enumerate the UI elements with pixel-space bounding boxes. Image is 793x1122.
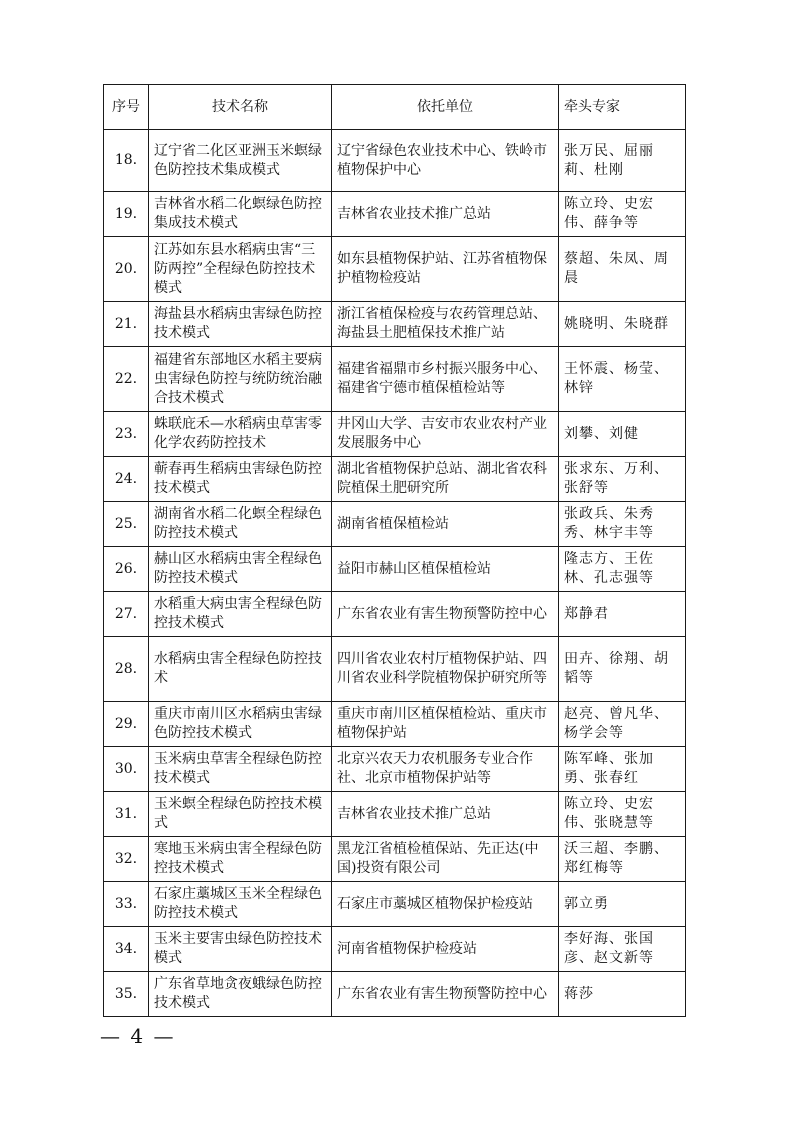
row-unit: 福建省福鼎市乡村振兴服务中心、福建省宁德市植保植检站等 [332, 347, 559, 412]
header-tech-name: 技术名称 [149, 85, 332, 130]
row-unit: 四川省农业农村厅植物保护站、四川省农业科学院植物保护研究所等 [332, 637, 559, 702]
row-seq: 24. [104, 457, 149, 502]
row-seq: 33. [104, 882, 149, 927]
row-seq: 28. [104, 637, 149, 702]
row-tech-name: 辽宁省二化区亚洲玉米螟绿色防控技术集成模式 [149, 130, 332, 192]
table-row [104, 637, 686, 702]
table-row [104, 130, 686, 192]
row-seq: 27. [104, 592, 149, 637]
row-unit: 井冈山大学、吉安市农业农村产业发展服务中心 [332, 412, 559, 457]
row-tech-name: 福建省东部地区水稻主要病虫害绿色防控与统防统治融合技术模式 [149, 347, 332, 412]
row-expert: 郑静君 [559, 592, 686, 637]
row-tech-name: 蛛联庇禾—水稻病虫草害零化学农药防控技术 [149, 412, 332, 457]
row-seq: 19. [104, 192, 149, 237]
row-expert: 蔡超、朱凤、周晨 [559, 237, 686, 302]
row-seq: 23. [104, 412, 149, 457]
technology-table [103, 84, 686, 1017]
table-row [104, 792, 686, 837]
table-row [104, 547, 686, 592]
row-seq: 32. [104, 837, 149, 882]
row-tech-name: 吉林省水稻二化螟绿色防控集成技术模式 [149, 192, 332, 237]
row-tech-name: 玉米病虫草害全程绿色防控技术模式 [149, 747, 332, 792]
row-unit: 吉林省农业技术推广总站 [332, 192, 559, 237]
header-unit: 依托单位 [332, 85, 559, 130]
row-unit: 黑龙江省植检植保站、先正达(中国)投资有限公司 [332, 837, 559, 882]
row-seq: 30. [104, 747, 149, 792]
table-row [104, 457, 686, 502]
table-row [104, 302, 686, 347]
row-unit: 广东省农业有害生物预警防控中心 [332, 592, 559, 637]
row-expert: 陈立玲、史宏伟、薛争等 [559, 192, 686, 237]
row-expert: 陈立玲、史宏伟、张晓慧等 [559, 792, 686, 837]
table-header-row [104, 85, 686, 130]
row-expert: 张求东、万利、张舒等 [559, 457, 686, 502]
table-row [104, 972, 686, 1017]
row-seq: 26. [104, 547, 149, 592]
row-unit: 广东省农业有害生物预警防控中心 [332, 972, 559, 1017]
row-seq: 35. [104, 972, 149, 1017]
table-row [104, 502, 686, 547]
row-expert: 蒋莎 [559, 972, 686, 1017]
row-tech-name: 寒地玉米病虫害全程绿色防控技术模式 [149, 837, 332, 882]
row-unit: 河南省植物保护检疫站 [332, 927, 559, 972]
row-expert: 郭立勇 [559, 882, 686, 927]
row-unit: 重庆市南川区植保植检站、重庆市植物保护站 [332, 702, 559, 747]
row-tech-name: 玉米螟全程绿色防控技术模式 [149, 792, 332, 837]
table-row [104, 882, 686, 927]
row-expert: 隆志方、王佐林、孔志强等 [559, 547, 686, 592]
row-expert: 陈军峰、张加勇、张春红 [559, 747, 686, 792]
row-seq: 25. [104, 502, 149, 547]
row-tech-name: 水稻病虫害全程绿色防控技术 [149, 637, 332, 702]
page-number: — 4 — [100, 1024, 176, 1048]
row-unit: 辽宁省绿色农业技术中心、铁岭市植物保护中心 [332, 130, 559, 192]
row-tech-name: 玉米主要害虫绿色防控技术模式 [149, 927, 332, 972]
table-row [104, 837, 686, 882]
header-expert: 牵头专家 [559, 85, 686, 130]
row-expert: 姚晓明、朱晓群 [559, 302, 686, 347]
row-unit: 浙江省植保检疫与农药管理总站、海盐县土肥植保技术推广站 [332, 302, 559, 347]
row-tech-name: 水稻重大病虫害全程绿色防控技术模式 [149, 592, 332, 637]
table-row [104, 927, 686, 972]
row-seq: 20. [104, 237, 149, 302]
row-seq: 21. [104, 302, 149, 347]
table-row [104, 237, 686, 302]
table-row [104, 347, 686, 412]
row-expert: 张万民、屈丽莉、杜刚 [559, 130, 686, 192]
table-row [104, 412, 686, 457]
table-row [104, 192, 686, 237]
row-seq: 34. [104, 927, 149, 972]
row-expert: 田卉、徐翔、胡韬等 [559, 637, 686, 702]
row-tech-name: 广东省草地贪夜蛾绿色防控技术模式 [149, 972, 332, 1017]
row-tech-name: 石家庄藁城区玉米全程绿色防控技术模式 [149, 882, 332, 927]
row-tech-name: 赫山区水稻病虫害全程绿色防控技术模式 [149, 547, 332, 592]
header-seq: 序号 [104, 85, 149, 130]
table-row [104, 747, 686, 792]
table-row [104, 592, 686, 637]
row-unit: 北京兴农天力农机服务专业合作社、北京市植物保护站等 [332, 747, 559, 792]
table-row [104, 702, 686, 747]
row-tech-name: 蕲春再生稻病虫害绿色防控技术模式 [149, 457, 332, 502]
table-body [104, 130, 686, 1017]
row-seq: 18. [104, 130, 149, 192]
row-seq: 31. [104, 792, 149, 837]
row-unit: 益阳市赫山区植保植检站 [332, 547, 559, 592]
row-tech-name: 海盐县水稻病虫害绿色防控技术模式 [149, 302, 332, 347]
row-expert: 李好海、张国彦、赵文新等 [559, 927, 686, 972]
row-tech-name: 湖南省水稻二化螟全程绿色防控技术模式 [149, 502, 332, 547]
row-expert: 刘攀、刘健 [559, 412, 686, 457]
row-unit: 吉林省农业技术推广总站 [332, 792, 559, 837]
row-seq: 29. [104, 702, 149, 747]
row-tech-name: 重庆市南川区水稻病虫害绿色防控技术模式 [149, 702, 332, 747]
row-expert: 张政兵、朱秀秀、林宇丰等 [559, 502, 686, 547]
row-tech-name: 江苏如东县水稻病虫害“三防两控”全程绿色防控技术模式 [149, 237, 332, 302]
row-expert: 沃三超、李鹏、郑红梅等 [559, 837, 686, 882]
row-expert: 王怀震、杨莹、林锌 [559, 347, 686, 412]
row-unit: 如东县植物保护站、江苏省植物保护植物检疫站 [332, 237, 559, 302]
row-unit: 湖南省植保植检站 [332, 502, 559, 547]
row-unit: 石家庄市藁城区植物保护检疫站 [332, 882, 559, 927]
row-seq: 22. [104, 347, 149, 412]
row-unit: 湖北省植物保护总站、湖北省农科院植保土肥研究所 [332, 457, 559, 502]
row-expert: 赵亮、曾凡华、杨学会等 [559, 702, 686, 747]
